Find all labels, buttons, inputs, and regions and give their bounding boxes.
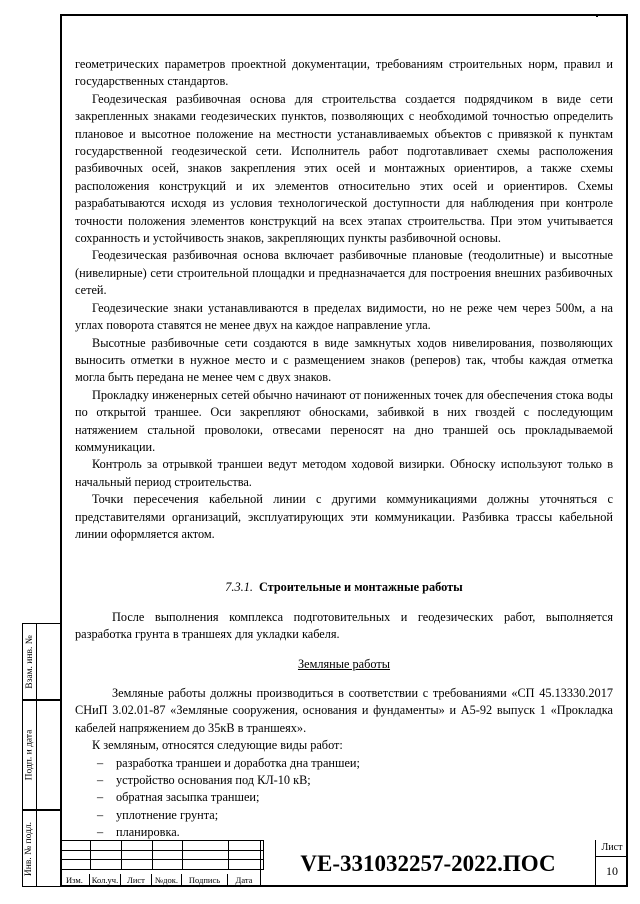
corner-mark bbox=[596, 14, 598, 17]
paragraph: Контроль за отрывкой траншеи ведут методом ходовой визирки. Обноску используют только в начальный период строительства. bbox=[75, 457, 613, 489]
header-izm: Изм. bbox=[60, 874, 90, 887]
header-list: Лист bbox=[121, 874, 152, 887]
side-block-sign bbox=[22, 700, 60, 810]
section-intro: После выполнения комплекса подготовительных и геодезических работ, выполняется разработка грунта в траншеях для укладки кабеля. bbox=[75, 609, 613, 642]
list-item: – планировка. bbox=[97, 824, 613, 841]
list-item: – уплотнение грунта; bbox=[97, 807, 613, 824]
list-item: – обратная засыпка траншеи; bbox=[97, 789, 613, 806]
subheading: Земляные работы bbox=[297, 656, 391, 671]
list-intro: К земляным, относятся следующие виды работ: bbox=[92, 738, 343, 753]
document-body bbox=[75, 56, 613, 842]
side-label-sign: Подп. и дата bbox=[24, 729, 35, 781]
revision-grid bbox=[60, 840, 264, 870]
sheet-label: Лист bbox=[596, 840, 628, 857]
revision-headers bbox=[60, 874, 260, 887]
header-ndok: №док. bbox=[152, 874, 182, 887]
paragraph: Прокладку инженерных сетей обычно начинают от пониженных точек для обеспечения стока воды по открытой траншее. Оси закрепляют обносками, забивкой в них гвоздей с последующим натяжением стальной проволоки, отвесами переносят на дно траншей ось прокладываемой коммуникации. bbox=[75, 387, 613, 454]
paragraph: геометрических параметров проектной документации, требованиям строительных норм, правил и государственных стандартов. bbox=[75, 57, 613, 89]
side-block-replace bbox=[22, 623, 60, 700]
section-title: Строительные и монтажные работы bbox=[258, 580, 463, 595]
earth-works-text: Земляные работы должны производиться в соответствии с требованиями «СП 45.13330.2017 СНиП 3.02.01-87 «Земляные сооружения, основания и фундаменты» и А5-92 выпуск 1 «Прокладка кабелей напряжением до 35кВ в траншеях». bbox=[75, 686, 613, 735]
side-label-inv: Инв. № подл. bbox=[24, 821, 35, 876]
header-signature: Подпись bbox=[182, 874, 228, 887]
sheet-number: 10 bbox=[606, 864, 618, 878]
header-kol-uch: Кол.уч. bbox=[90, 874, 121, 887]
list-item: – устройство основания под КЛ-10 кВ; bbox=[97, 772, 613, 789]
side-block-inv bbox=[22, 810, 60, 887]
side-label-replace: Взам. инв. № bbox=[24, 634, 35, 689]
works-list bbox=[75, 755, 613, 842]
paragraph: Геодезические знаки устанавливаются в пределах видимости, но не реже чем через 500м, а на углах поворота ставятся не менее двух на каждое направление угла. bbox=[75, 300, 613, 333]
list-item: – разработка траншеи и доработка дна траншеи; bbox=[97, 755, 613, 772]
section-heading bbox=[75, 579, 613, 596]
paragraph: Высотные разбивочные сети создаются в виде замкнутых ходов нивелирования, позволяющих выносить отметки в нужное место и с размещением знаков (реперов) так, чтобы каждая отметка могла быть передана не менее чем с двух знаков. bbox=[75, 335, 613, 385]
document-code: VE-331032257-2022.ПОС bbox=[260, 840, 596, 887]
paragraph: Геодезическая разбивочная основа включает разбивочные плановые (теодолитные) и высотные (нивелирные) сети строительной площадки и предназначается для построения внешних разбивочных сетей. bbox=[75, 248, 613, 298]
header-date: Дата bbox=[235, 875, 253, 885]
paragraph: Геодезическая разбивочная основа для строительства создается подрядчиком в виде сети закрепленных знаками геодезических пунктов, позволяющих с необходимой точностью определить плановое и высотное положение на местности устанавливаемых объектов с привязкой к пунктам государственной геодезической сети. Исполнитель работ подготавливает схемы расположения разбивочных осей, знаков закрепления этих осей и монтажных ориентиров, а также схемы расположения конструкций и их элементов относительно этих осей и ориентиров. Схемы разрабатываются исходя из условия технологической доступности для наблюдения при контроле точности положения элементов конструкций на всех этапах строительства. При этом учитывается сохранность и устойчивость знаков, закрепляющих пункты разбивочной основы. bbox=[75, 91, 613, 246]
title-block bbox=[60, 840, 628, 887]
section-number: 7.3.1. bbox=[225, 580, 253, 595]
paragraph: Точки пересечения кабельной линии с другими коммуникациями должны уточняться с представителями организаций, эксплуатирующих эти коммуникации. Разбивка трассы кабельной линии оформляется актом. bbox=[75, 492, 613, 541]
